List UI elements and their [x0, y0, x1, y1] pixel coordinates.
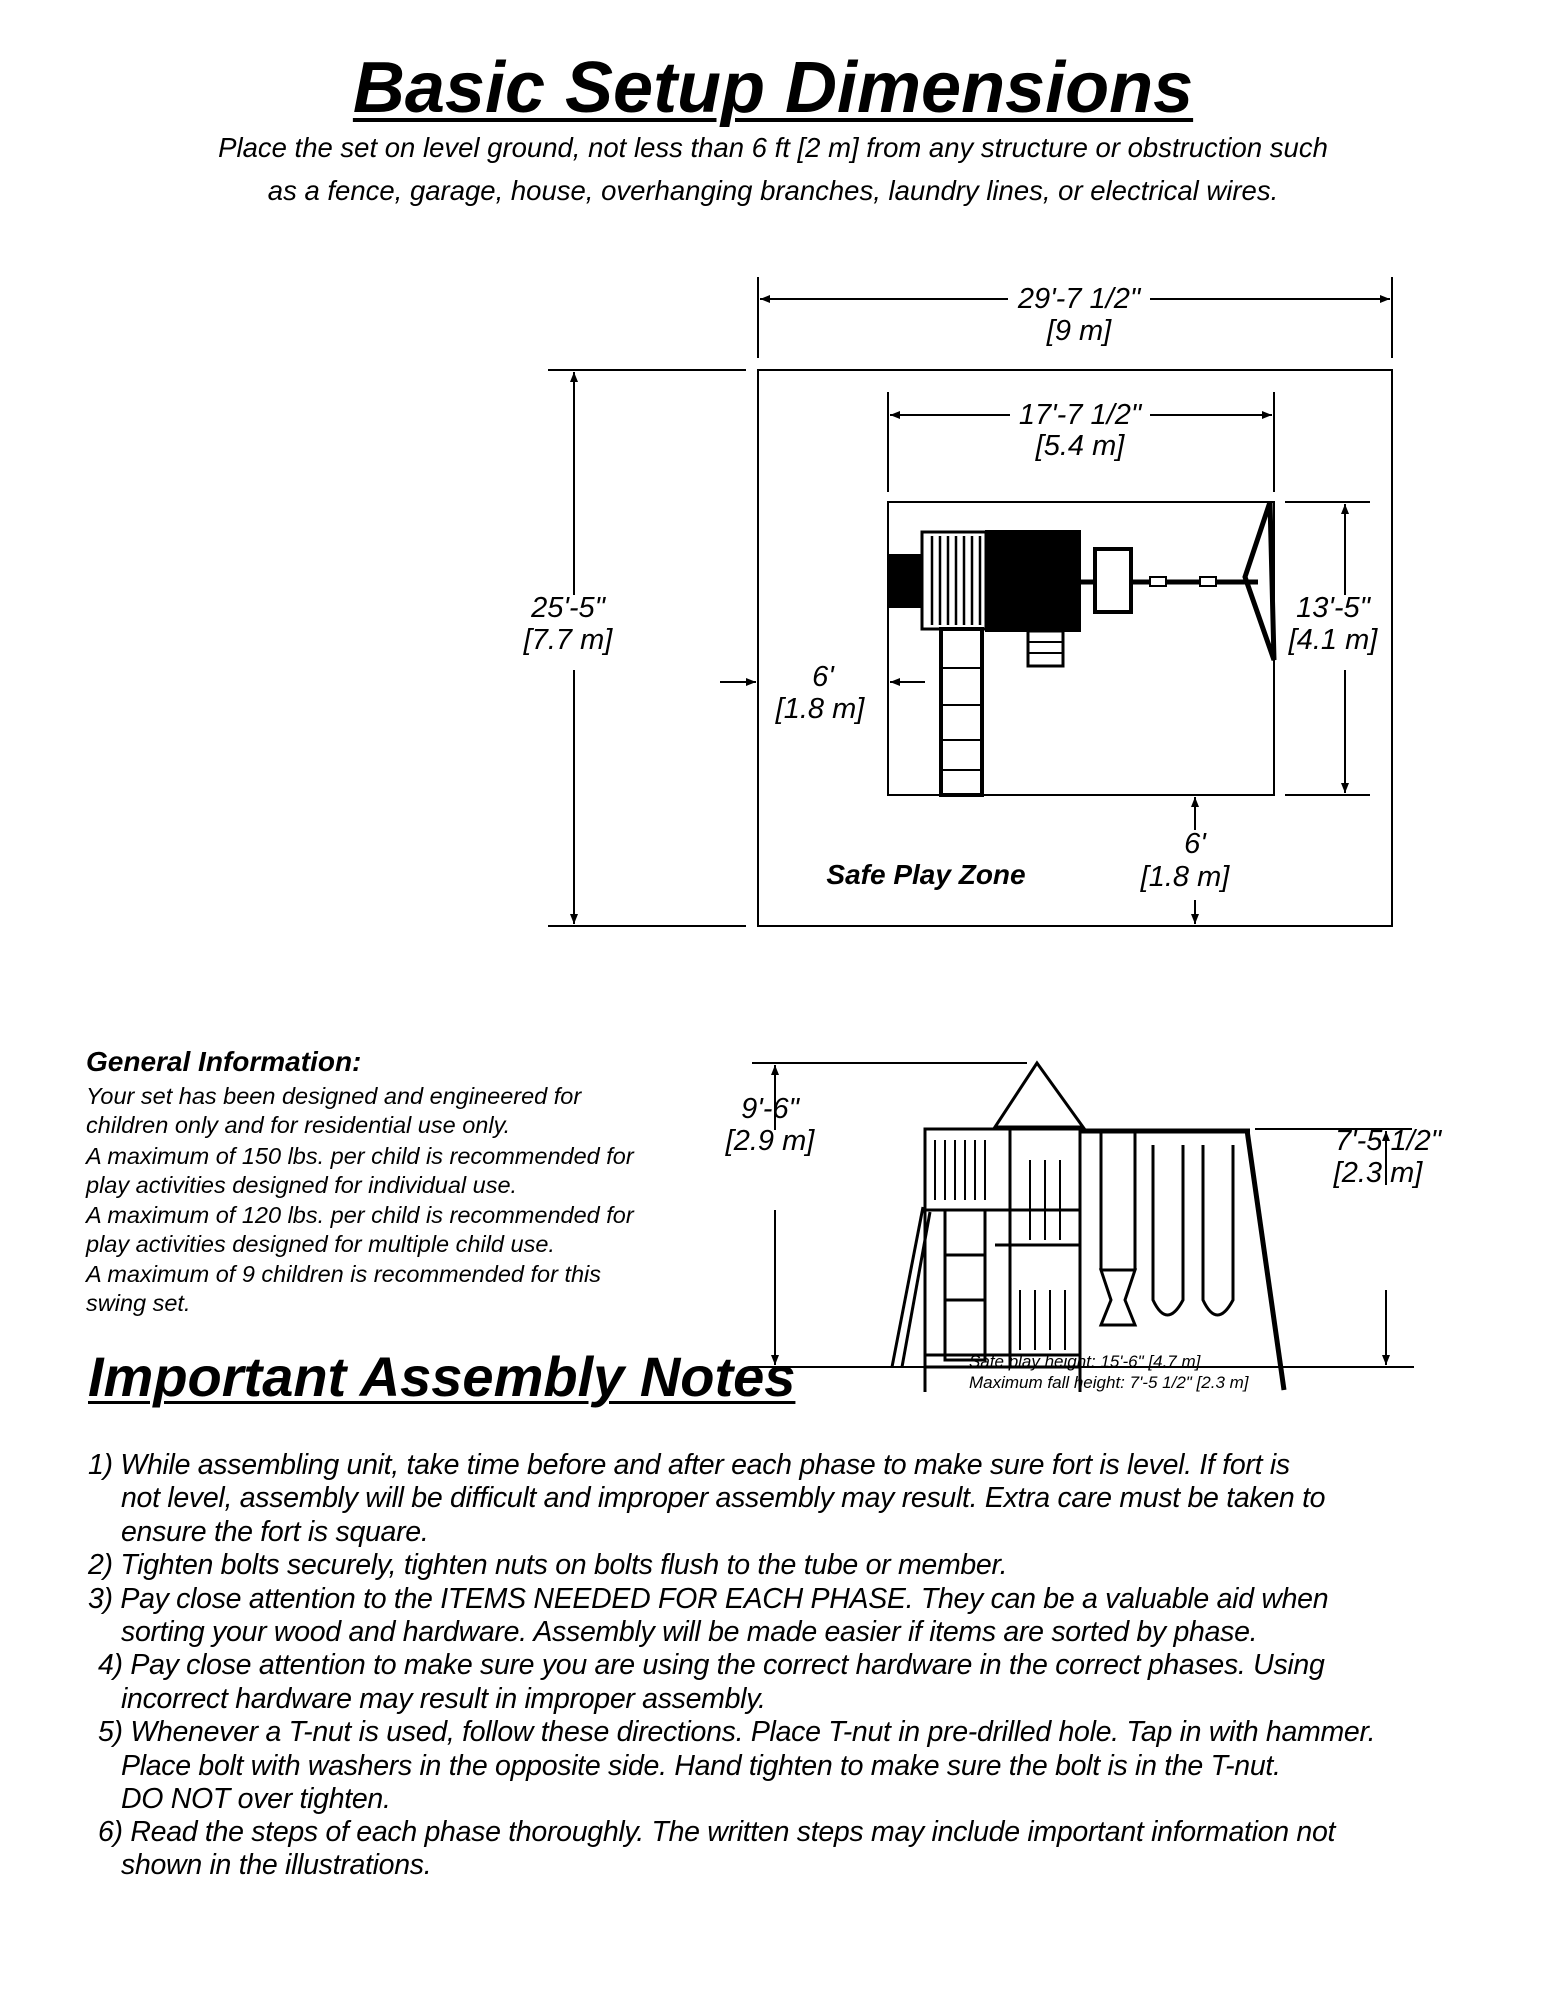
- top-view: [548, 277, 1414, 1392]
- side-clearance-metric: [1.8 m]: [775, 693, 865, 725]
- max-fall-height: Maximum fall height: 7'-5 1/2" [2.3 m]: [969, 1373, 1249, 1392]
- note-line: DO NOT over tighten.: [121, 1783, 391, 1815]
- note-line: 1) While assembling unit, take time before and after each phase to make sure fort is level. If fort is: [88, 1449, 1290, 1481]
- assembly-notes-heading: Important Assembly Notes: [88, 1345, 796, 1408]
- beam-height-label: 7'-5 1/2": [1334, 1125, 1442, 1157]
- general-info-line: Your set has been designed and engineered for: [86, 1083, 582, 1109]
- note-line: not level, assembly will be difficult and improper assembly may result. Extra care must be taken to: [121, 1482, 1326, 1514]
- safe-play-zone-label: Safe Play Zone: [826, 859, 1026, 890]
- note-line: 6) Read the steps of each phase thoroughly. The written steps may include important information not: [98, 1816, 1336, 1848]
- playset-top-drawing: [889, 502, 1274, 795]
- note-line: incorrect hardware may result in improper assembly.: [121, 1683, 766, 1715]
- side-view: [752, 1063, 1414, 1392]
- note-line: 5) Whenever a T-nut is used, follow these directions. Place T-nut in pre-drilled hole. Tap in with hammer.: [98, 1716, 1376, 1748]
- set-depth-label: 13'-5": [1296, 592, 1370, 624]
- subtitle-line: as a fence, garage, house, overhanging branches, laundry lines, or electrical wires.: [267, 175, 1279, 206]
- general-info-line: children only and for residential use only.: [86, 1112, 511, 1138]
- general-info-line: A maximum of 150 lbs. per child is recommended for: [86, 1143, 634, 1169]
- note-line: sorting your wood and hardware. Assembly will be made easier if items are sorted by phase.: [121, 1616, 1258, 1648]
- beam-height-metric: [2.3 m]: [1333, 1157, 1423, 1189]
- page-title: Basic Setup Dimensions: [352, 48, 1194, 128]
- set-width-label: 17'-7 1/2": [1018, 399, 1142, 431]
- general-info-line: play activities designed for individual use.: [86, 1172, 518, 1198]
- set-width-metric: [5.4 m]: [1035, 430, 1125, 462]
- total-height-metric: [2.9 m]: [725, 1125, 815, 1157]
- safe-play-height: Safe play height: 15'-6" [4.7 m]: [969, 1352, 1201, 1371]
- note-line: ensure the fort is square.: [121, 1516, 429, 1548]
- note-line: 3) Pay close attention to the ITEMS NEEDED FOR EACH PHASE. They can be a valuable aid when: [88, 1583, 1329, 1615]
- general-info-heading: General Information:: [86, 1046, 362, 1077]
- general-info-line: A maximum of 9 children is recommended for this: [86, 1261, 602, 1287]
- overall-width-metric: [9 m]: [1046, 315, 1112, 347]
- note-line: 2) Tighten bolts securely, tighten nuts on bolts flush to the tube or member.: [88, 1549, 1008, 1581]
- general-info-line: swing set.: [86, 1290, 191, 1316]
- note-line: shown in the illustrations.: [121, 1849, 432, 1881]
- playset-side-drawing: [892, 1063, 1284, 1392]
- side-clearance-label: 6': [812, 661, 834, 693]
- overall-depth-label: 25'-5": [531, 592, 605, 624]
- general-info-line: play activities designed for multiple child use.: [86, 1231, 555, 1257]
- note-line: 4) Pay close attention to make sure you are using the correct hardware in the correct phases. Using: [98, 1649, 1325, 1681]
- bottom-clearance-metric: [1.8 m]: [1140, 861, 1230, 893]
- overall-depth-metric: [7.7 m]: [523, 624, 613, 656]
- subtitle-line: Place the set on level ground, not less than 6 ft [2 m] from any structure or obstruction such: [218, 132, 1328, 163]
- set-depth-metric: [4.1 m]: [1288, 624, 1378, 656]
- bottom-clearance-label: 6': [1184, 828, 1206, 860]
- overall-width-label: 29'-7 1/2": [1017, 283, 1141, 315]
- total-height-label: 9'-6": [741, 1093, 799, 1125]
- general-info-line: A maximum of 120 lbs. per child is recommended for: [86, 1202, 634, 1228]
- note-line: Place bolt with washers in the opposite side. Hand tighten to make sure the bolt is in the T-nut.: [121, 1750, 1281, 1782]
